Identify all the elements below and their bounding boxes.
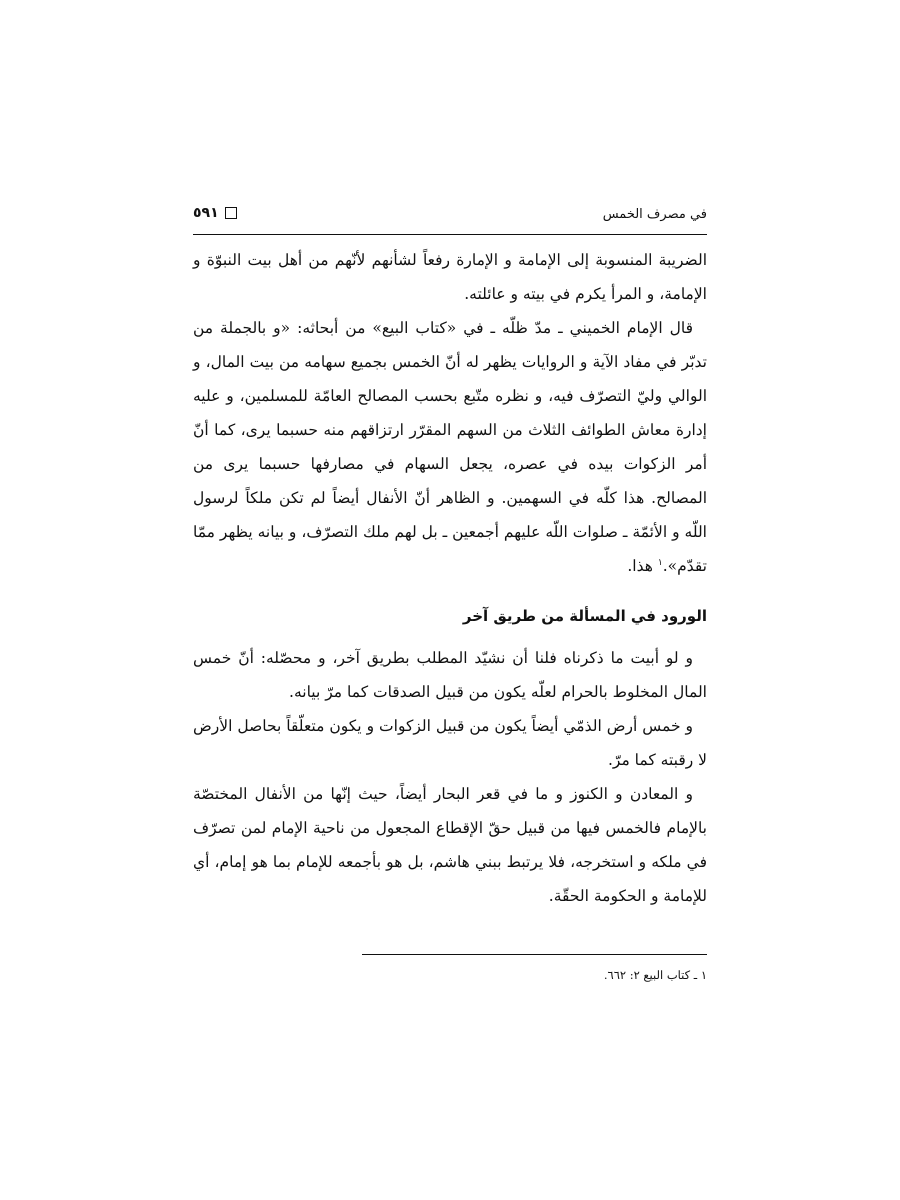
paragraph-2-text: قال الإمام الخميني ـ مدّ ظلّه ـ في «كتاب البيع» من أبحاثه: «و بالجملة من تدبّر في مفاد الآية و الروايات يظهر له أنّ الخمس بجميع سهامه من بيت المال، و الوالي وليّ التصرّف فيه، و نظره متّبع بحسب المصالح العامّة للمسلمين، و عليه إدارة معاش الطوائف الثلاث من السهم المقرّر ارتزاقهم منه حسبما يرى، كما أنّ أمر الزكوات بيده في عصره، يجعل السهام في مصارفها حسبما يرى من المصالح. هذا كلّه في السهمين. و الظاهر أنّ الأنفال أيضاً لم تكن ملكاً لرسول اللّه و الأئمّة ـ صلوات اللّه عليهم أجمعين ـ بل لهم ملك التصرّف، و بيانه يظهر ممّا تقدّم». xyxy=(193,319,707,575)
footnote-marker: ١ xyxy=(657,557,663,568)
paragraph-1: الضريبة المنسوبة إلى الإمامة و الإمارة رفعاً لشأنهم لأنّهم من أهل بيت النبوّة و الإمامة، و المرأ يكرم في بيته و عائلته. xyxy=(193,251,707,303)
running-title: في مصرف الخمس xyxy=(602,207,707,222)
section-heading: الورود في المسألة من طريق آخر xyxy=(462,607,707,625)
main-text xyxy=(193,243,707,913)
paragraph-3: و لو أبيت ما ذكرناه فلنا أن نشيّد المطلب بطريق آخر، و محصّله: أنّ خمس المال المخلوط بالحرام لعلّه يكون من قبيل الصدقات كما مرّ بيانه. xyxy=(193,649,707,701)
paragraph-4: و خمس أرض الذمّي أيضاً يكون من قبيل الزكوات و يكون متعلّقاً بحاصل الأرض لا رقبته كما مرّ. xyxy=(193,717,707,769)
paragraph-2 xyxy=(193,311,707,583)
header-divider xyxy=(193,234,707,235)
square-outline-icon xyxy=(225,207,237,219)
paragraph-2-tail: هذا. xyxy=(627,557,658,575)
footnote-divider xyxy=(362,954,707,955)
paragraph-5: و المعادن و الكنوز و ما في قعر البحار أيضاً، حيث إنّها من الأنفال المختصّة بالإمام فالخمس فيها من قبيل حقّ الإقطاع المجعول من ناحية الإمام لمن تصرّف في ملكه و استخرجه، فلا يرتبط ببني هاشم، بل هو بأجمعه للإمام بما هو إمام، أي للإمامة و الحكومة الحقّة. xyxy=(193,785,707,905)
book-page xyxy=(193,195,707,1015)
footnote-1: ١ ـ كتاب البيع ٢: ٦٦٢. xyxy=(603,968,707,982)
page-number-text: ٥٩١ xyxy=(193,205,219,221)
running-head xyxy=(193,203,707,229)
page-number xyxy=(193,205,237,221)
